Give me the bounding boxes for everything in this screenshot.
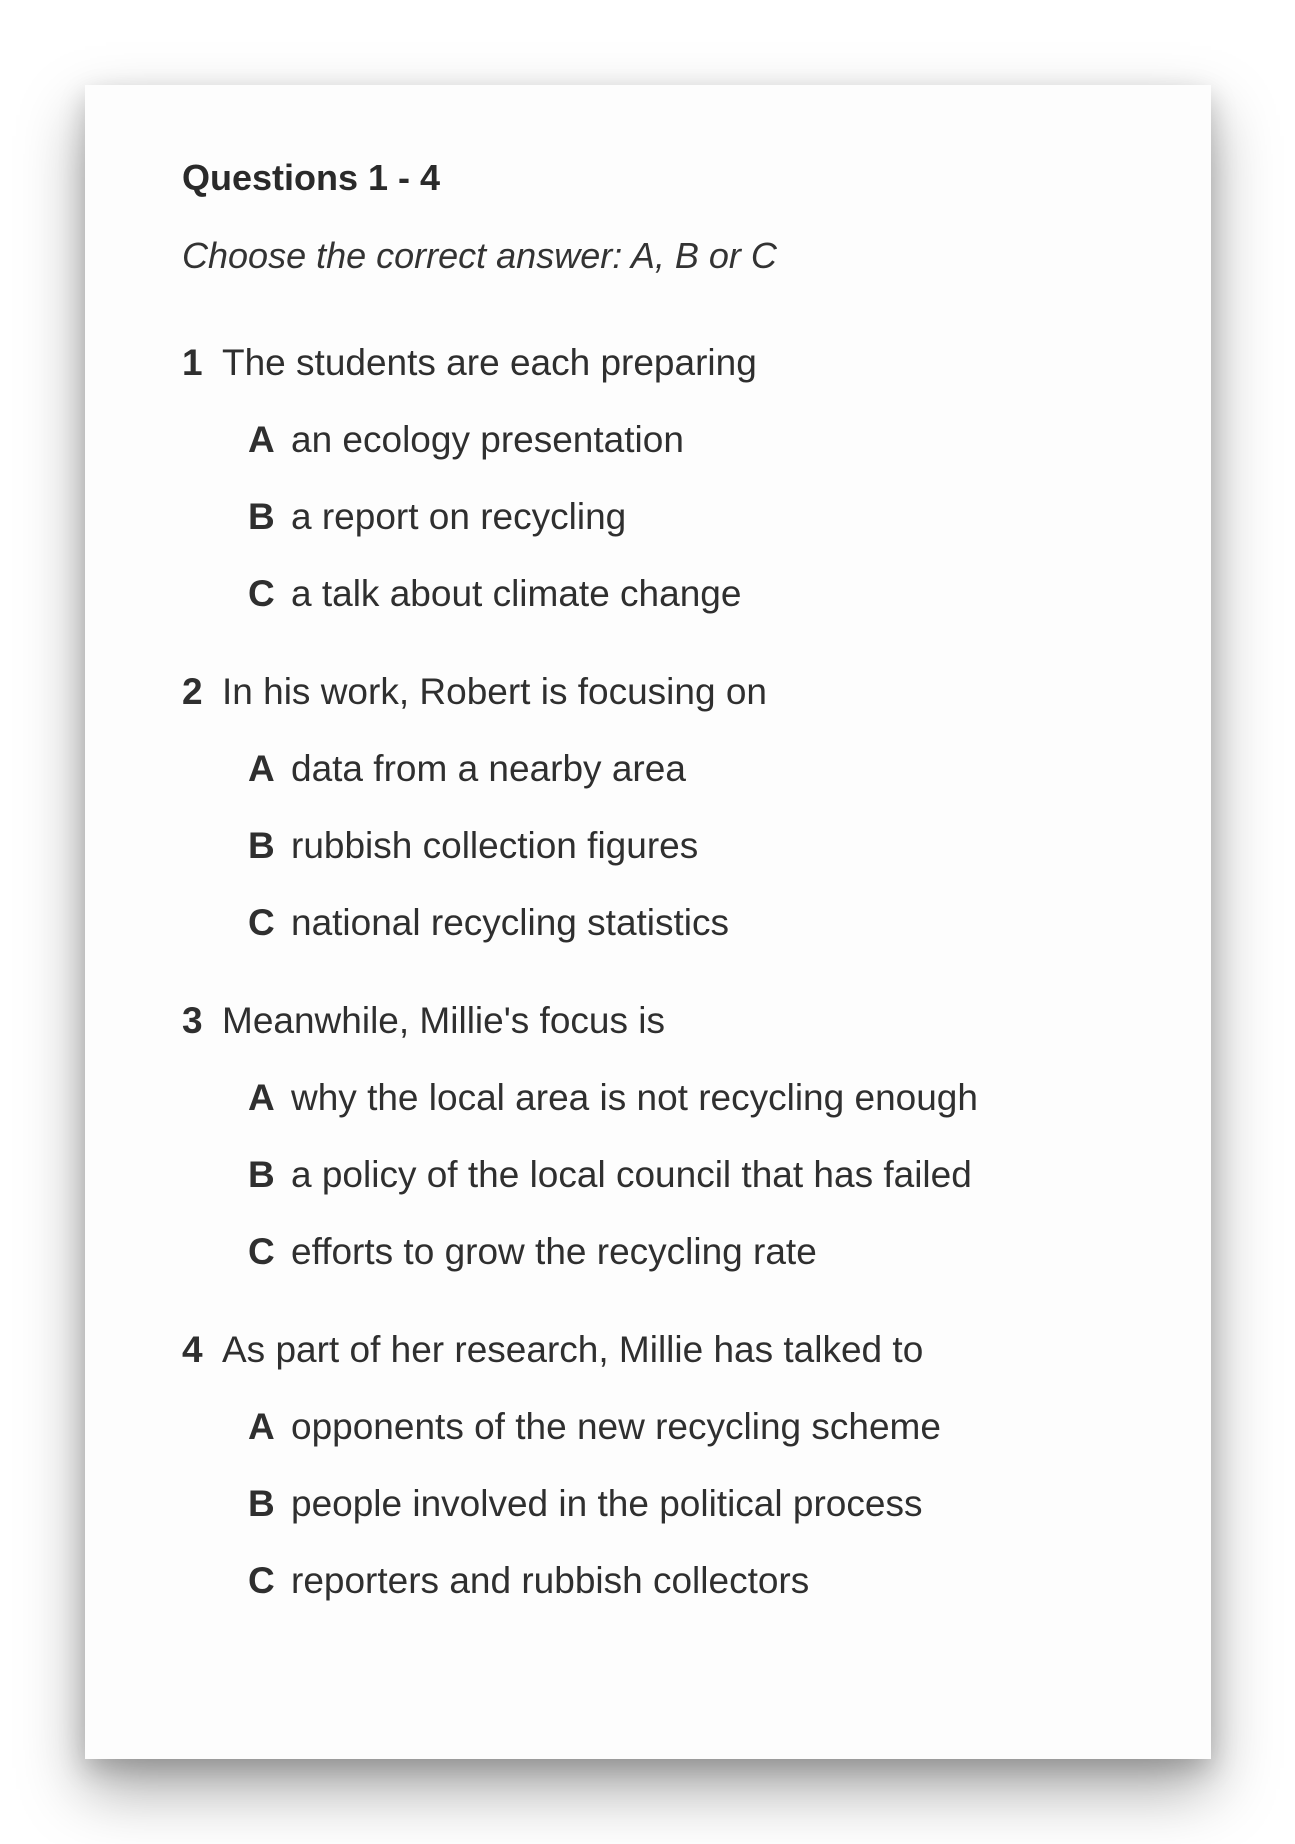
- question-card: [85, 85, 1211, 1759]
- question-2: [182, 670, 1211, 945]
- option-letter: A: [248, 419, 275, 460]
- option-c[interactable]: [248, 901, 1211, 945]
- answer-options: [182, 1405, 1211, 1603]
- option-text: national recycling statistics: [291, 902, 730, 943]
- option-text: efforts to grow the recycling rate: [291, 1231, 817, 1272]
- question-3: [182, 999, 1211, 1274]
- question-number: 1: [182, 342, 203, 383]
- option-text: opponents of the new recycling scheme: [291, 1406, 941, 1447]
- option-letter: B: [248, 496, 275, 537]
- option-a[interactable]: [248, 1076, 1211, 1120]
- option-letter: C: [248, 1231, 275, 1272]
- option-text: a policy of the local council that has failed: [291, 1154, 972, 1195]
- option-letter: C: [248, 902, 275, 943]
- question-number: 4: [182, 1329, 203, 1370]
- option-text: a report on recycling: [291, 496, 627, 537]
- question-number: 2: [182, 671, 203, 712]
- answer-options: [182, 1076, 1211, 1274]
- option-a[interactable]: [248, 418, 1211, 462]
- option-text: people involved in the political process: [291, 1483, 923, 1524]
- option-letter: A: [248, 748, 275, 789]
- instruction-text: Choose the correct answer: A, B or C: [182, 235, 777, 276]
- option-b[interactable]: [248, 824, 1211, 868]
- option-b[interactable]: [248, 1153, 1211, 1197]
- question-stem: [182, 670, 1211, 714]
- option-a[interactable]: [248, 747, 1211, 791]
- section-heading: Questions 1 - 4: [182, 157, 441, 198]
- question-1: [182, 341, 1211, 616]
- option-letter: B: [248, 1154, 275, 1195]
- option-c[interactable]: [248, 1559, 1211, 1603]
- option-text: why the local area is not recycling enough: [291, 1077, 978, 1118]
- option-letter: B: [248, 1483, 275, 1524]
- option-c[interactable]: [248, 572, 1211, 616]
- question-number: 3: [182, 1000, 203, 1041]
- option-text: rubbish collection figures: [291, 825, 699, 866]
- option-text: reporters and rubbish collectors: [291, 1560, 810, 1601]
- option-text: data from a nearby area: [291, 748, 686, 789]
- option-letter: A: [248, 1077, 275, 1118]
- question-text: Meanwhile, Millie's focus is: [222, 1000, 665, 1041]
- option-b[interactable]: [248, 495, 1211, 539]
- answer-options: [182, 418, 1211, 616]
- option-text: a talk about climate change: [291, 573, 742, 614]
- option-a[interactable]: [248, 1405, 1211, 1449]
- answer-options: [182, 747, 1211, 945]
- option-letter: C: [248, 573, 275, 614]
- option-text: an ecology presentation: [291, 419, 684, 460]
- question-text: The students are each preparing: [222, 342, 757, 383]
- question-4: [182, 1328, 1211, 1603]
- question-text: As part of her research, Millie has talked to: [222, 1329, 924, 1370]
- question-stem: [182, 1328, 1211, 1372]
- option-c[interactable]: [248, 1230, 1211, 1274]
- option-letter: A: [248, 1406, 275, 1447]
- option-letter: B: [248, 825, 275, 866]
- option-b[interactable]: [248, 1482, 1211, 1526]
- question-text: In his work, Robert is focusing on: [222, 671, 767, 712]
- option-letter: C: [248, 1560, 275, 1601]
- question-stem: [182, 999, 1211, 1043]
- question-stem: [182, 341, 1211, 385]
